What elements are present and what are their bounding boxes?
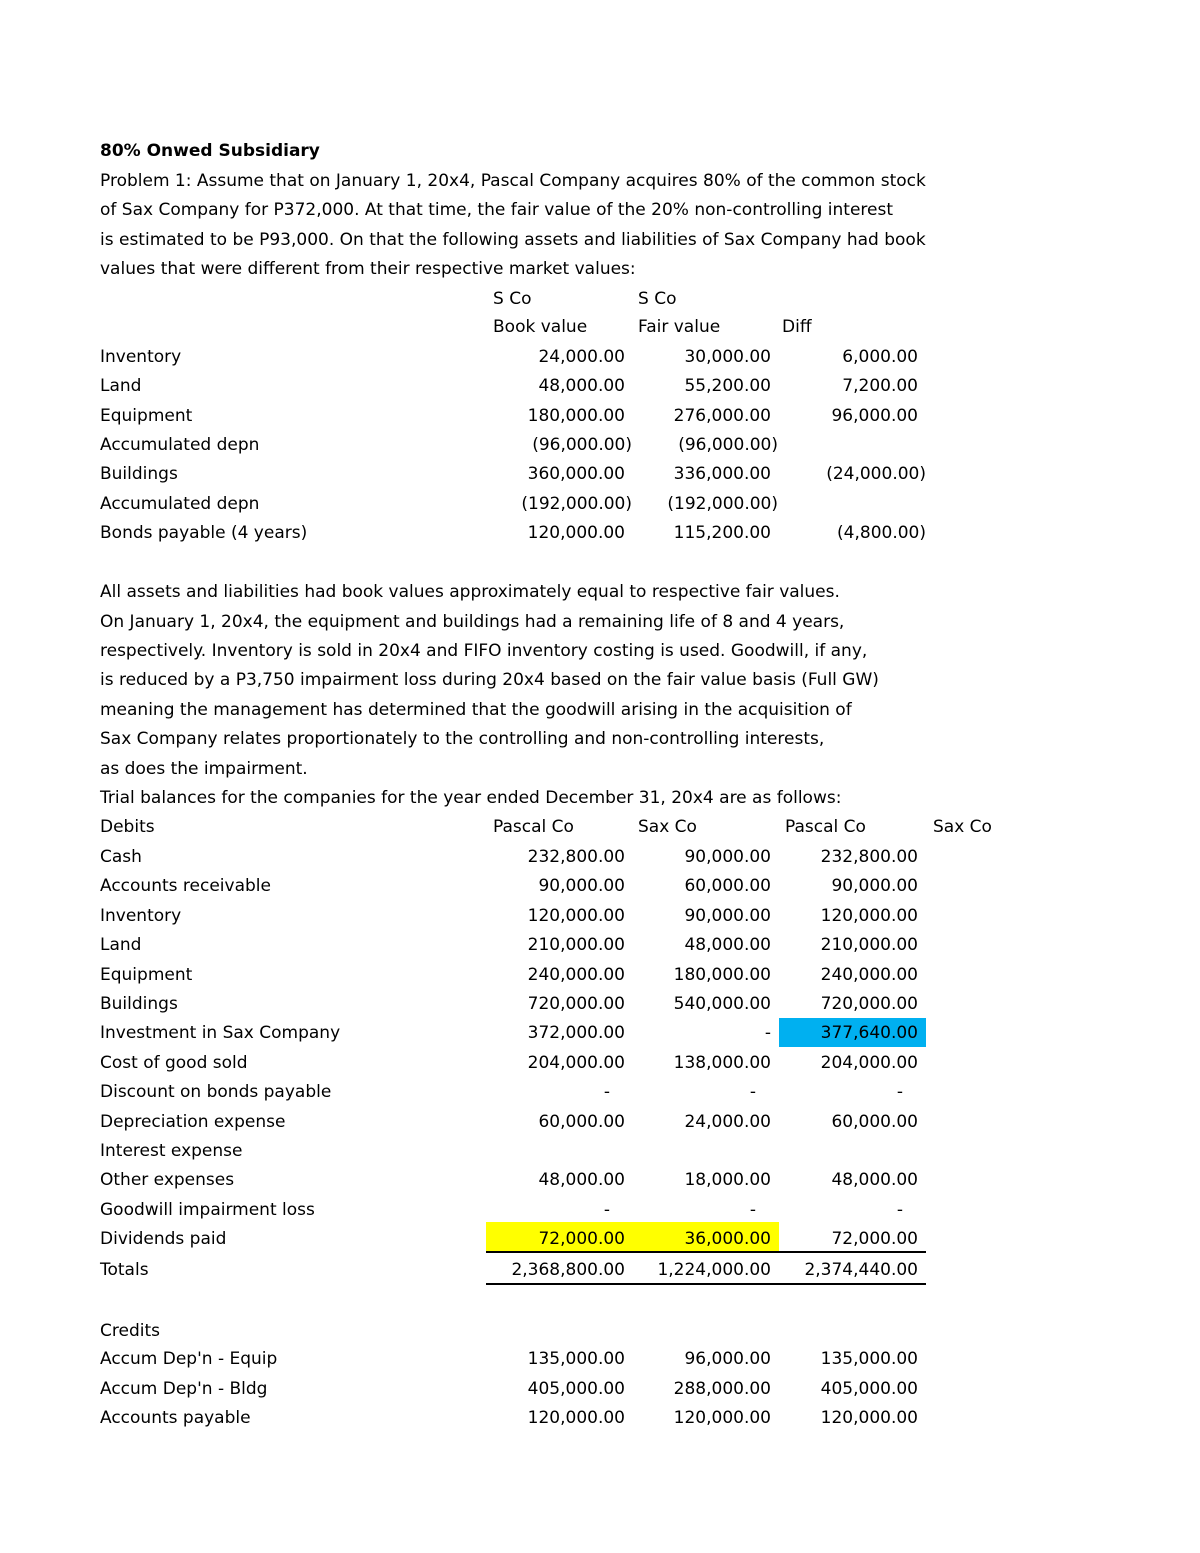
tb-credit-row-pascal: 135,000.00 bbox=[527, 1349, 625, 1369]
fv-row-label: Accumulated depn bbox=[100, 435, 260, 455]
fv-row-book: 360,000.00 bbox=[527, 464, 625, 484]
tb-row-pascal-2: 204,000.00 bbox=[820, 1053, 918, 1073]
tb-row-sax: 18,000.00 bbox=[684, 1170, 771, 1190]
tb-row-pascal: 48,000.00 bbox=[538, 1170, 625, 1190]
tb-credit-row-pascal-2: 120,000.00 bbox=[820, 1408, 918, 1428]
tb-row-pascal: 204,000.00 bbox=[527, 1053, 625, 1073]
tb-credit-row-pascal: 120,000.00 bbox=[527, 1408, 625, 1428]
notes-line: respectively. Inventory is sold in 20x4 and FIFO inventory costing is used. Goodwill, if any, bbox=[100, 641, 868, 661]
tb-row-pascal-2: 90,000.00 bbox=[831, 876, 918, 896]
notes-line: is reduced by a P3,750 impairment loss during 20x4 based on the fair value basis (Full GW) bbox=[100, 670, 879, 690]
tb-row-label: Investment in Sax Company bbox=[100, 1023, 341, 1043]
tb-credit-row-label: Accum Dep'n - Equip bbox=[100, 1349, 278, 1369]
tb-row-label: Cost of good sold bbox=[100, 1053, 248, 1073]
fv-header-fair-value: Fair value bbox=[638, 317, 721, 337]
fv-row-fair: 55,200.00 bbox=[684, 376, 771, 396]
tb-credit-row-pascal: 405,000.00 bbox=[527, 1379, 625, 1399]
tb-row-sax: 138,000.00 bbox=[673, 1053, 771, 1073]
fv-row-book: (192,000.00) bbox=[521, 494, 632, 514]
fv-row-diff: (24,000.00) bbox=[826, 464, 926, 484]
problem-line: of Sax Company for P372,000. At that time, the fair value of the 20% non-controlling interest bbox=[100, 200, 894, 220]
tb-row-sax: 540,000.00 bbox=[673, 994, 771, 1014]
tb-credit-row-label: Accum Dep'n - Bldg bbox=[100, 1379, 268, 1399]
tb-row-label: Discount on bonds payable bbox=[100, 1082, 332, 1102]
totals-top-rule bbox=[486, 1251, 926, 1253]
fv-row-fair: 276,000.00 bbox=[673, 406, 771, 426]
tb-row-sax: 90,000.00 bbox=[684, 906, 771, 926]
notes-line: Sax Company relates proportionately to the controlling and non-controlling interests, bbox=[100, 729, 825, 749]
tb-totals-pascal: 2,368,800.00 bbox=[511, 1260, 625, 1280]
fv-row-diff: 6,000.00 bbox=[842, 347, 918, 367]
tb-credit-row-sax: 120,000.00 bbox=[673, 1408, 771, 1428]
tb-credit-row-label: Accounts payable bbox=[100, 1408, 251, 1428]
tb-row-pascal-2: 60,000.00 bbox=[831, 1112, 918, 1132]
tb-row-label: Depreciation expense bbox=[100, 1112, 286, 1132]
tb-totals-label: Totals bbox=[100, 1260, 149, 1280]
tb-header-sax: Sax Co bbox=[638, 817, 697, 837]
fv-row-label: Inventory bbox=[100, 347, 182, 367]
totals-bottom-rule bbox=[486, 1283, 926, 1285]
tb-row-pascal: - bbox=[603, 1200, 610, 1220]
tb-row-label: Cash bbox=[100, 847, 142, 867]
tb-row-sax: 90,000.00 bbox=[684, 847, 771, 867]
fv-row-fair: 336,000.00 bbox=[673, 464, 771, 484]
tb-row-label: Equipment bbox=[100, 965, 193, 985]
problem-line: Problem 1: Assume that on January 1, 20x4, Pascal Company acquires 80% of the common stock bbox=[100, 171, 926, 191]
tb-credit-row-pascal-2: 135,000.00 bbox=[820, 1349, 918, 1369]
fv-row-diff: 7,200.00 bbox=[842, 376, 918, 396]
fv-header-col1-top: S Co bbox=[493, 289, 532, 309]
tb-row-pascal: 90,000.00 bbox=[538, 876, 625, 896]
fv-row-book: 48,000.00 bbox=[538, 376, 625, 396]
tb-row-pascal-2: 210,000.00 bbox=[820, 935, 918, 955]
notes-line: Trial balances for the companies for the year ended December 31, 20x4 are as follows: bbox=[100, 788, 842, 808]
fv-row-fair: (192,000.00) bbox=[667, 494, 778, 514]
tb-row-pascal-2: 377,640.00 bbox=[820, 1023, 918, 1043]
tb-row-pascal: 60,000.00 bbox=[538, 1112, 625, 1132]
fv-row-label: Equipment bbox=[100, 406, 193, 426]
tb-credit-row-pascal-2: 405,000.00 bbox=[820, 1379, 918, 1399]
tb-row-sax: 36,000.00 bbox=[684, 1229, 771, 1249]
tb-row-pascal-2: 232,800.00 bbox=[820, 847, 918, 867]
tb-totals-sax: 1,224,000.00 bbox=[657, 1260, 771, 1280]
fv-row-book: (96,000.00) bbox=[532, 435, 632, 455]
tb-row-pascal: 120,000.00 bbox=[527, 906, 625, 926]
tb-row-label: Land bbox=[100, 935, 142, 955]
tb-row-pascal-2: 72,000.00 bbox=[831, 1229, 918, 1249]
tb-row-sax: - bbox=[764, 1023, 771, 1043]
tb-row-pascal: 72,000.00 bbox=[538, 1229, 625, 1249]
tb-credits-label: Credits bbox=[100, 1321, 160, 1341]
tb-row-sax: 180,000.00 bbox=[673, 965, 771, 985]
fv-row-label: Buildings bbox=[100, 464, 178, 484]
tb-row-pascal: 232,800.00 bbox=[527, 847, 625, 867]
tb-row-pascal: - bbox=[603, 1082, 610, 1102]
fv-row-diff: (4,800.00) bbox=[837, 523, 926, 543]
fv-row-fair: 115,200.00 bbox=[673, 523, 771, 543]
notes-line: All assets and liabilities had book values approximately equal to respective fair values. bbox=[100, 582, 840, 602]
page-title: 80% Onwed Subsidiary bbox=[100, 141, 320, 161]
tb-row-sax: - bbox=[749, 1200, 756, 1220]
tb-row-pascal: 720,000.00 bbox=[527, 994, 625, 1014]
tb-row-sax: 48,000.00 bbox=[684, 935, 771, 955]
tb-row-pascal-2: 720,000.00 bbox=[820, 994, 918, 1014]
tb-row-label: Dividends paid bbox=[100, 1229, 227, 1249]
tb-row-pascal: 372,000.00 bbox=[527, 1023, 625, 1043]
tb-row-pascal-2: 240,000.00 bbox=[820, 965, 918, 985]
notes-line: On January 1, 20x4, the equipment and buildings had a remaining life of 8 and 4 years, bbox=[100, 612, 845, 632]
tb-row-label: Other expenses bbox=[100, 1170, 235, 1190]
problem-line: is estimated to be P93,000. On that the following assets and liabilities of Sax Company had book bbox=[100, 230, 926, 250]
fv-header-book-value: Book value bbox=[493, 317, 588, 337]
tb-row-pascal: 210,000.00 bbox=[527, 935, 625, 955]
tb-row-sax: - bbox=[749, 1082, 756, 1102]
fv-row-book: 120,000.00 bbox=[527, 523, 625, 543]
tb-row-sax: 60,000.00 bbox=[684, 876, 771, 896]
fv-row-fair: (96,000.00) bbox=[678, 435, 778, 455]
fv-row-label: Land bbox=[100, 376, 142, 396]
tb-debits-label: Debits bbox=[100, 817, 155, 837]
tb-row-sax: 24,000.00 bbox=[684, 1112, 771, 1132]
notes-line: meaning the management has determined that the goodwill arising in the acquisition of bbox=[100, 700, 852, 720]
tb-header-pascal-2: Pascal Co bbox=[785, 817, 866, 837]
tb-row-pascal-2: 120,000.00 bbox=[820, 906, 918, 926]
tb-row-label: Interest expense bbox=[100, 1141, 243, 1161]
tb-credit-row-sax: 96,000.00 bbox=[684, 1349, 771, 1369]
tb-row-pascal: 240,000.00 bbox=[527, 965, 625, 985]
fv-header-col2-top: S Co bbox=[638, 289, 677, 309]
tb-row-label: Buildings bbox=[100, 994, 178, 1014]
tb-header-pascal: Pascal Co bbox=[493, 817, 574, 837]
fv-row-label: Bonds payable (4 years) bbox=[100, 523, 308, 543]
tb-row-pascal-2: 48,000.00 bbox=[831, 1170, 918, 1190]
tb-header-sax-2: Sax Co bbox=[933, 817, 992, 837]
tb-credit-row-sax: 288,000.00 bbox=[673, 1379, 771, 1399]
tb-row-pascal-2: - bbox=[896, 1200, 903, 1220]
notes-line: as does the impairment. bbox=[100, 759, 308, 779]
fv-row-fair: 30,000.00 bbox=[684, 347, 771, 367]
tb-row-label: Inventory bbox=[100, 906, 182, 926]
fv-header-diff: Diff bbox=[782, 317, 812, 337]
problem-line: values that were different from their respective market values: bbox=[100, 259, 636, 279]
tb-totals-pascal-2: 2,374,440.00 bbox=[804, 1260, 918, 1280]
fv-row-diff: 96,000.00 bbox=[831, 406, 918, 426]
tb-row-label: Accounts receivable bbox=[100, 876, 271, 896]
fv-row-book: 180,000.00 bbox=[527, 406, 625, 426]
tb-row-label: Goodwill impairment loss bbox=[100, 1200, 315, 1220]
tb-row-pascal-2: - bbox=[896, 1082, 903, 1102]
fv-row-label: Accumulated depn bbox=[100, 494, 260, 514]
fv-row-book: 24,000.00 bbox=[538, 347, 625, 367]
